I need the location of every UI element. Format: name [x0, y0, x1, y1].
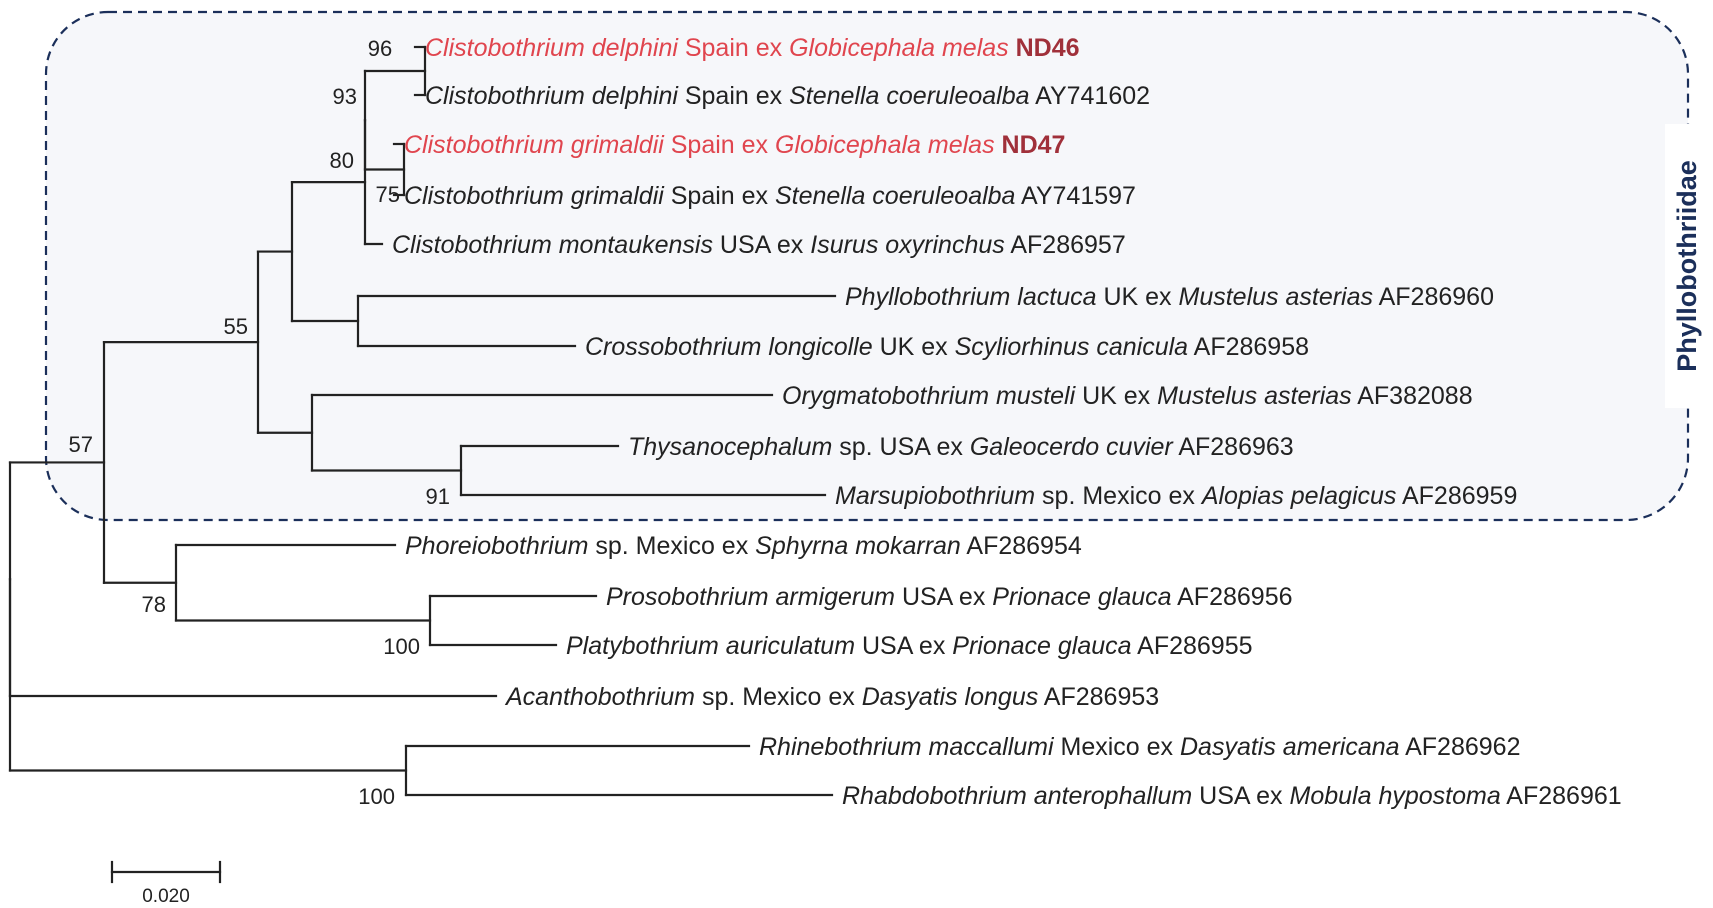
tip-label-t5 — [392, 231, 1126, 259]
tip-label-t3 — [404, 131, 1065, 159]
label-text: UK ex — [872, 333, 955, 361]
taxon-name-italic: Clistobothrium grimaldii — [404, 131, 664, 159]
taxon-name-italic: Clistobothrium delphini — [425, 82, 678, 110]
label-text: AF286962 — [1399, 733, 1521, 761]
label-text: sp. Mexico ex — [588, 532, 756, 560]
tip-label-t11 — [405, 532, 1082, 560]
taxon-name-italic: Orygmatobothrium musteli — [782, 382, 1076, 410]
tip-label-t4 — [404, 182, 1136, 210]
taxon-name-italic: Rhabdobothrium anterophallum — [842, 782, 1193, 810]
label-text: UK ex — [1075, 382, 1158, 410]
taxon-name-italic: Mustelus asterias — [1178, 283, 1374, 311]
scale-bar-label: 0.020 — [142, 886, 190, 907]
taxon-name-italic: Globicephala melas — [789, 34, 1009, 62]
label-text: AF286959 — [1396, 482, 1518, 510]
taxon-name-italic: Isurus oxyrinchus — [810, 231, 1005, 259]
label-text: AF286954 — [960, 532, 1082, 560]
label-text: USA ex — [895, 583, 993, 611]
taxon-name-italic: Rhinebothrium maccallumi — [759, 733, 1054, 761]
taxon-name-italic: Prionace glauca — [992, 583, 1172, 611]
taxon-name-italic: Clistobothrium delphini — [425, 34, 678, 62]
support-value-clistobothrium: 80 — [329, 148, 354, 173]
label-text: Spain ex — [663, 182, 775, 210]
label-text: sp. Mexico ex — [1035, 482, 1202, 510]
taxon-name-italic: Sphyrna mokarran — [755, 532, 961, 560]
taxon-name-italic: Platybothrium auriculatum — [566, 632, 856, 660]
label-text: AF382088 — [1351, 382, 1473, 410]
label-text: UK ex — [1096, 283, 1179, 311]
label-text: AF286961 — [1500, 782, 1622, 810]
support-value-grimaldii: 75 — [375, 182, 400, 207]
taxon-name-italic: Stenella coeruleoalba — [789, 82, 1030, 110]
label-text: AF286956 — [1171, 583, 1293, 611]
label-text: Spain ex — [677, 82, 790, 110]
label-text: Spain ex — [663, 131, 775, 159]
label-text: AF286955 — [1131, 632, 1253, 660]
scale-bar — [112, 862, 220, 907]
taxon-name-italic: Thysanocephalum — [628, 433, 833, 461]
tip-label-t15 — [759, 733, 1520, 761]
taxon-name-italic: Galeocerdo cuvier — [969, 433, 1173, 461]
taxon-name-italic: Mobula hypostoma — [1289, 782, 1501, 810]
label-text — [995, 131, 1002, 159]
taxon-name-italic: Prosobothrium armigerum — [606, 583, 895, 611]
label-text: Mexico ex — [1053, 733, 1180, 761]
tip-label-t14 — [504, 683, 1159, 711]
label-text: AY741597 — [1015, 182, 1136, 210]
taxon-name-italic: Clistobothrium grimaldii — [404, 182, 664, 210]
label-text: sp. Mexico ex — [695, 683, 862, 711]
label-text: USA ex — [712, 231, 811, 259]
tip-label-t9 — [628, 433, 1294, 461]
taxon-name-italic: Crossobothrium longicolle — [585, 333, 873, 361]
tip-label-t10 — [835, 482, 1517, 510]
accession-code: ND47 — [1001, 131, 1066, 159]
tip-label-t7 — [585, 333, 1309, 361]
label-text: AF286957 — [1004, 231, 1126, 259]
tip-label-t12 — [606, 583, 1293, 611]
taxon-name-italic: Stenella coeruleoalba — [775, 182, 1016, 210]
label-text — [1009, 34, 1016, 62]
taxon-name-italic: Acanthobothrium — [506, 683, 696, 711]
taxon-name-italic: Dasyatis americana — [1180, 733, 1400, 761]
label-text: Spain ex — [677, 34, 790, 62]
tip-label-t16 — [842, 782, 1622, 810]
tip-label-t2 — [425, 82, 1150, 110]
taxon-name-italic: Marsupiobothrium — [835, 482, 1036, 510]
label-text: AY741602 — [1029, 82, 1151, 110]
label-text: AF286963 — [1172, 433, 1294, 461]
support-value-clistobothrium_core: 93 — [332, 84, 357, 109]
taxon-name-italic: Mustelus asterias — [1157, 382, 1352, 410]
label-text: USA ex — [1192, 782, 1290, 810]
taxon-name-italic: Scyliorhinus canicula — [954, 333, 1189, 361]
support-value-phyllobothriidae: 55 — [223, 314, 248, 339]
clade-label: Phyllobothriidae — [1672, 160, 1702, 372]
taxon-name-italic: Prionace glauca — [952, 632, 1132, 660]
tip-label-t13 — [566, 632, 1253, 660]
accession-code: ND46 — [1015, 34, 1080, 62]
label-text: AF286960 — [1373, 283, 1494, 311]
taxon-name-italic: Phyllobothrium lactuca — [845, 283, 1097, 311]
label-text: sp. USA ex — [832, 433, 970, 461]
label-text: AF286953 — [1038, 683, 1160, 711]
tip-label-t1 — [425, 34, 1080, 62]
support-value-delphini: 96 — [367, 36, 393, 61]
taxon-name-italic: Alopias pelagicus — [1201, 482, 1397, 510]
label-text: USA ex — [855, 632, 953, 660]
taxon-name-italic: Dasyatis longus — [861, 683, 1039, 711]
taxon-name-italic: Globicephala melas — [775, 131, 995, 159]
support-value-rhinebothriidea: 100 — [358, 784, 395, 809]
support-value-ingroup: 57 — [68, 432, 93, 457]
label-text: AF286958 — [1188, 333, 1310, 361]
support-value-onchoproteoc: 78 — [141, 592, 166, 617]
taxon-name-italic: Clistobothrium montaukensis — [392, 231, 713, 259]
support-value-proso_platy: 100 — [383, 634, 420, 659]
tip-label-t6 — [845, 283, 1494, 311]
tip-label-t8 — [782, 382, 1473, 410]
taxon-name-italic: Phoreiobothrium — [405, 532, 589, 560]
support-value-thys_mars: 91 — [425, 484, 450, 509]
